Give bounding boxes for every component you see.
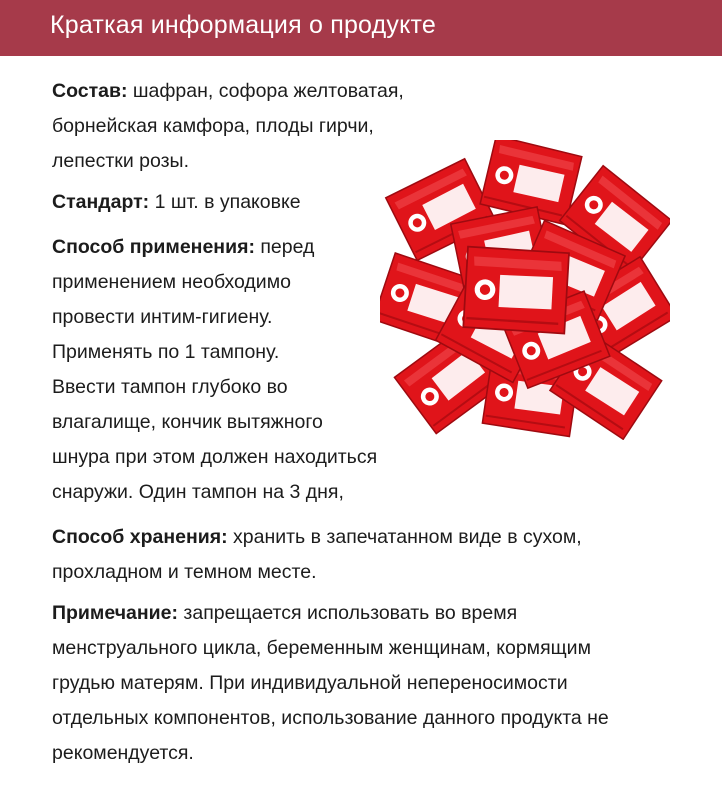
note-line: грудью матерям. При индивидуальной непереносимости — [52, 672, 568, 694]
product-packets-image — [380, 140, 670, 440]
page-title: Краткая информация о продукте — [50, 11, 436, 39]
usage-line: влагалище, кончик вытяжного — [52, 411, 323, 433]
usage-line: перед — [254, 236, 315, 258]
usage-section — [52, 230, 432, 510]
usage-line: провести интим-гигиену. — [52, 306, 273, 328]
note-line: запрещается использовать во время — [177, 602, 518, 624]
composition-line: шафран, софора желтоватая, — [127, 80, 404, 102]
note-section — [52, 596, 692, 771]
composition-line: лепестки розы. — [52, 150, 189, 172]
storage-label: Способ хранения: — [52, 526, 228, 548]
note-line: рекомендуется. — [52, 742, 194, 764]
usage-line: снаружи. Один тампон на 3 дня, — [52, 481, 344, 503]
storage-line: хранить в запечатанном виде в сухом, — [227, 526, 582, 548]
usage-label: Способ применения: — [52, 236, 255, 258]
note-line: отдельных компонентов, использование данного продукта не — [52, 707, 609, 729]
note-label: Примечание: — [52, 602, 178, 624]
usage-line: Ввести тампон глубоко во — [52, 376, 288, 398]
usage-line: шнура при этом должен находиться — [52, 446, 378, 468]
composition-label: Состав: — [52, 80, 128, 102]
standard-label: Стандарт: — [52, 191, 150, 213]
standard-text: 1 шт. в упаковке — [149, 191, 301, 213]
composition-line: борнейская камфора, плоды гирчи, — [52, 115, 374, 137]
note-line: менструального цикла, беременным женщинам, кормящим — [52, 637, 591, 659]
usage-line: Применять по 1 тампону. — [52, 341, 280, 363]
header-bar — [0, 0, 722, 56]
storage-line: прохладном и темном месте. — [52, 561, 317, 583]
usage-line: применением необходимо — [52, 271, 291, 293]
storage-section — [52, 520, 692, 590]
